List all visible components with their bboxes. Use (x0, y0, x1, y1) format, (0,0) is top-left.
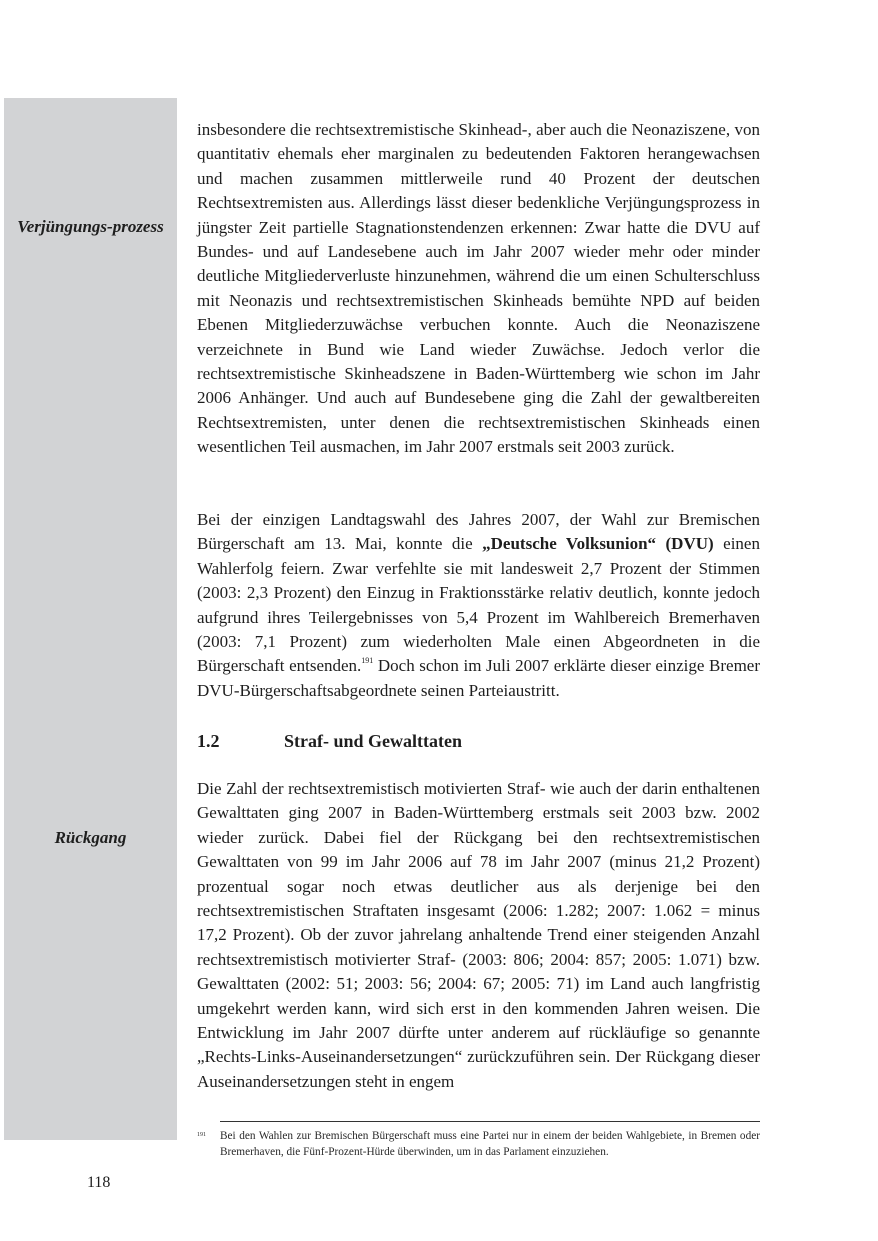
paragraph-2-part-3: Doch schon im Juli 2007 erklärte dieser einzige Bremer DVU-Bürgerschaftsabgeordnete seinen Parteiaustritt. (197, 656, 761, 700)
paragraph-1-text: insbesondere die rechtsextremistische Skinhead-, aber auch die Neonaziszene, von quantitativ ehemals eher marginalen zu bedeutenden Faktoren herangewachsen und machen zusammen mittlerweile rund 40 Prozent der deutschen Rechtsextremisten aus. Allerdings lässt dieser bedenkliche Verjüngungsprozess in jüngster Zeit partielle Stagnationstendenzen erkennen: Zwar hatte die DVU auf Bundes- und auf Landesebene auch im Jahr 2007 wieder mehr oder minder deutliche Mitgliederverluste hinzunehmen, während die um einen Schulterschluss mit Neonazis und rechtsextremistischen Skinheads bemühte NPD auf beiden Ebenen Mitgliederzuwächse verbuchen konnte. Auch die Neonaziszene verzeichnete in Bund wie Land wieder Zuwächse. Jedoch verlor die rechtsextremistische Skinheadszene in Baden-Württemberg wie schon im Jahr 2006 Anhänger. Und auch auf Bundesebene ging die Zahl der gewaltbereiten Rechtsextremisten, unter denen die rechtsextremistischen Skinheads einen wesentlichen Teil ausmachen, im Jahr 2007 erstmals seit 2003 zurück. (197, 120, 760, 457)
paragraph-2-part-1: Bei der einzigen Landtagswahl des Jahres 2007, der Wahl zur Bremischen Bürgerschaft am 13. Mai, konnte die (197, 510, 760, 554)
footnote-reference[interactable]: 191 (361, 656, 374, 666)
paragraph-1 (197, 118, 760, 460)
margin-note-rueckgang: Rückgang (54, 828, 127, 847)
footnote-number: 191 (197, 1132, 206, 1138)
paragraph-2-text (197, 508, 760, 703)
paragraph-3-text: Die Zahl der rechtsextremistisch motivierten Straf- wie auch der darin enthaltenen Gewalttaten ging 2007 in Baden-Württemberg erstmals seit 2003 bzw. 2002 wieder zurück. Dabei fiel der Rückgang bei den rechtsextremistischen Gewalttaten von 99 im Jahr 2006 auf 78 im Jahr 2007 (minus 21,2 Prozent) prozentual sogar noch etwas deutlicher aus als derjenige bei den rechtsextremistischen Straftaten insgesamt (2006: 1.282; 2007: 1.062 = minus 17,2 Prozent). Ob der zuvor jahrelang anhaltende Trend einer steigenden Anzahl rechtsextremistisch motivierter Straf- (2003: 806; 2004: 857; 2005: 1.071) bzw. Gewalttaten (2002: 51; 2003: 56; 2004: 67; 2005: 71) im Land auch langfristig umgekehrt werden kann, wird sich erst in den kommenden Jahren weisen. Die Entwicklung im Jahr 2007 dürfte unter anderem auf rückläufige so genannte „Rechts-Links-Auseinandersetzungen“ zurückzuführen sein. Der Rückgang dieser Auseinandersetzungen steht in engem (197, 779, 760, 1091)
paragraph-3 (197, 777, 760, 1094)
margin-sidebar (4, 98, 177, 1140)
section-heading (197, 728, 760, 754)
paragraph-2 (197, 508, 760, 703)
footnote-text: Bei den Wahlen zur Bremischen Bürgerschaft muss eine Partei nur in einem der beiden Wahlgebiete, in Bremen oder Bremerhaven, die Fünf-Prozent-Hürde überwinden, um in das Parlament einzuziehen. (220, 1130, 760, 1158)
dvu-emphasis: „Deutsche Volksunion“ (DVU) (482, 534, 714, 554)
footnote (197, 1128, 760, 1160)
paragraph-2-part-2: einen Wahlerfolg feiern. Zwar verfehlte sie mit landesweit 2,7 Prozent der Stimmen (2003: 2,3 Prozent) den Einzug in Fraktionsstärke relativ deutlich, konnte jedoch aufgrund ihres Teilergebnisses von 5,4 Prozent im Wahlbereich Bremerhaven (2003: 7,1 Prozent) zum wiederholten Male einen Abgeordneten in die Bürgerschaft entsenden. (197, 534, 760, 676)
page-number: 118 (87, 1174, 111, 1191)
footnote-divider (220, 1121, 760, 1122)
section-title: Straf- und Gewalttaten (284, 731, 462, 751)
section-number: 1.2 (197, 731, 220, 751)
margin-note-verjuengung: Verjüngungs-prozess (17, 217, 164, 236)
